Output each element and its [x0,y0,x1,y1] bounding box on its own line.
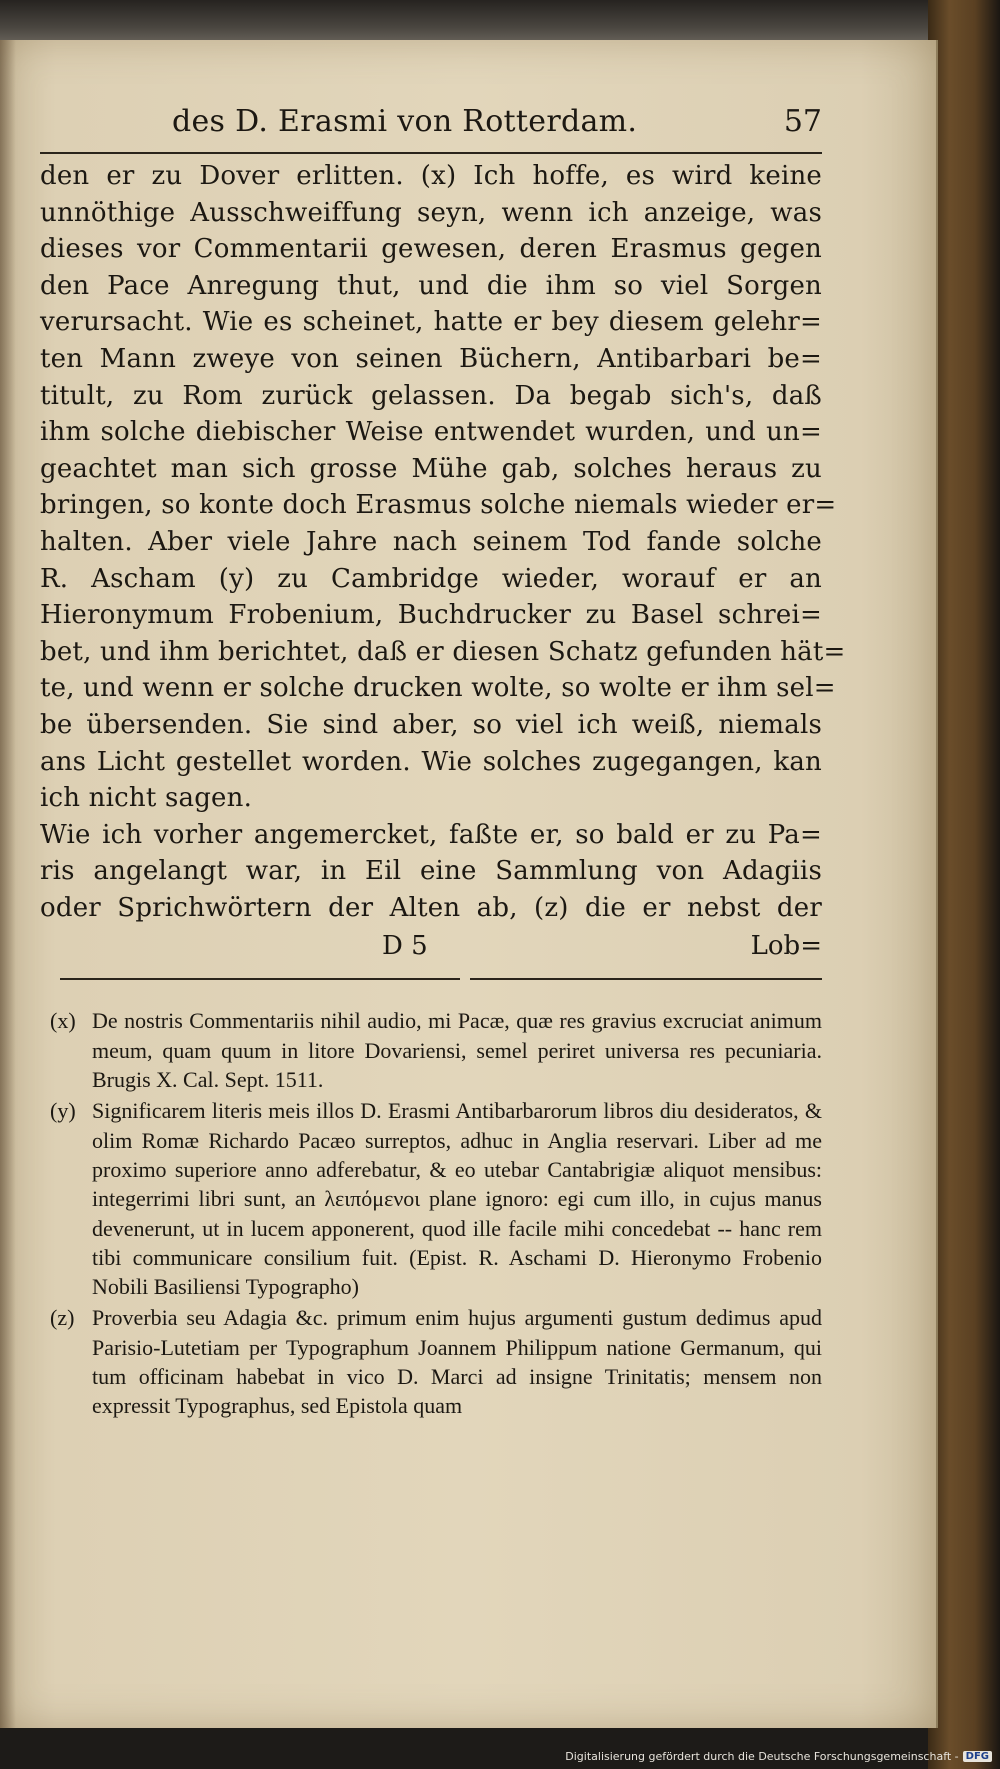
footnote-text: Proverbia seu Adagia &c. primum enim hujus argumenti gustum dedimus apud Parisio-Lutetiam per Typographum Joannem Philippum natione Germanum, qui tum officinam habebat in vico D. Marci ad insigne Trinitatis; mensem non expressit Typographus, sed Epistola quam [92,1305,822,1419]
digitization-credit [565,1750,992,1763]
text-line: den Pace Anregung thut, und die ihm so viel Sorgen [40,270,822,301]
text-line: Hieronymum Frobenium, Buchdrucker zu Basel schrei= [40,600,822,631]
footnote-z [40,1303,822,1420]
footnote-separator [40,978,822,986]
main-text [40,158,846,926]
text-line: ans Licht gestellet worden. Wie solches zugegangen, kan [40,746,822,777]
text-line: den er zu Dover erlitten. (x) Ich hoffe, es wird keine [40,161,822,191]
footnote-text: De nostris Commentariis nihil audio, mi Pacæ, quæ res gravius excruciat animum meum, quam quum in litore Dovariensi, semel periret universa res pecuniaria. Brugis X. Cal. Sept. 1511. [92,1008,822,1093]
footnote-mark: (x) [50,1008,76,1034]
catchword: Lob= [750,931,822,962]
signature-mark: D 5 [382,931,428,962]
text-line: ich nicht sagen. [40,783,253,814]
text-line: unnöthige Ausschweiffung seyn, wenn ich anzeige, was [40,197,822,228]
running-head-title: des D. Erasmi von Rotterdam. [172,104,638,139]
signature-line [40,926,822,966]
text-line: oder Sprichwörtern der Alten ab, (z) die er nebst der [40,892,822,923]
page-number: 57 [783,104,822,139]
footnote-x [40,1006,822,1094]
text-line: bringen, so konte doch Erasmus solche niemals wieder er= [40,490,837,521]
separator-rule-left [60,978,460,980]
text-line: titult, zu Rom zurück gelassen. Da begab sich's, daß [40,380,822,411]
text-line: verursacht. Wie es scheinet, hatte er bey diesem gelehr= [40,307,822,338]
separator-rule-right [470,978,822,980]
text-line: halten. Aber viele Jahre nach seinem Tod fande solche [40,526,822,557]
footnotes [40,1006,822,1420]
running-header [40,100,822,144]
text-line: te, und wenn er solche drucken wolte, so wolte er ihm sel= [40,673,836,704]
spine-shadow [0,40,16,1728]
footnote-mark: (y) [50,1098,76,1124]
footnote-text: Significarem literis meis illos D. Erasmi Antibarbarorum libros diu desideratos, & olim Romæ Richardo Pacæo surreptos, adhuc in Anglia reservari. Liber ad me proximo superiore anno adferebatur, & eo utebar Cantabrigiæ aliquot mensibus: integerrimi libri sunt, an λειπόμενοι plane ignoro: egi cum illo, in cujus manus devenerunt, ut in lucem apponerent, quod ille facile mihi concedebat -- hanc rem tibi communicare consilium fuit. (Epist. R. Aschami D. Hieronymo Frobenio Nobili Basiliensi Typographo) [92,1098,822,1300]
header-rule [40,152,822,154]
text-line: bet, und ihm berichtet, daß er diesen Schatz gefunden hät= [40,636,846,667]
dfg-logo: DFG [963,1751,992,1762]
text-line: be übersenden. Sie sind aber, so viel ich weiß, niemals [40,709,822,740]
page-content [40,100,846,1423]
footnote-y [40,1096,822,1301]
text-line: dieses vor Commentarii gewesen, deren Erasmus gegen [40,234,822,265]
book-fore-edge [928,0,1000,1769]
text-line: Wie ich vorher angemercket, faßte er, so bald er zu Pa= [40,819,822,850]
text-line: ris angelangt war, in Eil eine Sammlung von Adagiis [40,856,822,887]
footnote-mark: (z) [50,1305,75,1331]
text-line: ten Mann zweye von seinen Büchern, Antibarbari be= [40,343,822,374]
text-line: geachtet man sich grosse Mühe gab, solches heraus zu [40,453,822,484]
text-line: ihm solche diebischer Weise entwendet wurden, und un= [40,417,822,448]
text-line: R. Ascham (y) zu Cambridge wieder, worauf er an [40,563,822,594]
credit-text: Digitalisierung gefördert durch die Deutsche Forschungsgemeinschaft - [565,1750,959,1763]
